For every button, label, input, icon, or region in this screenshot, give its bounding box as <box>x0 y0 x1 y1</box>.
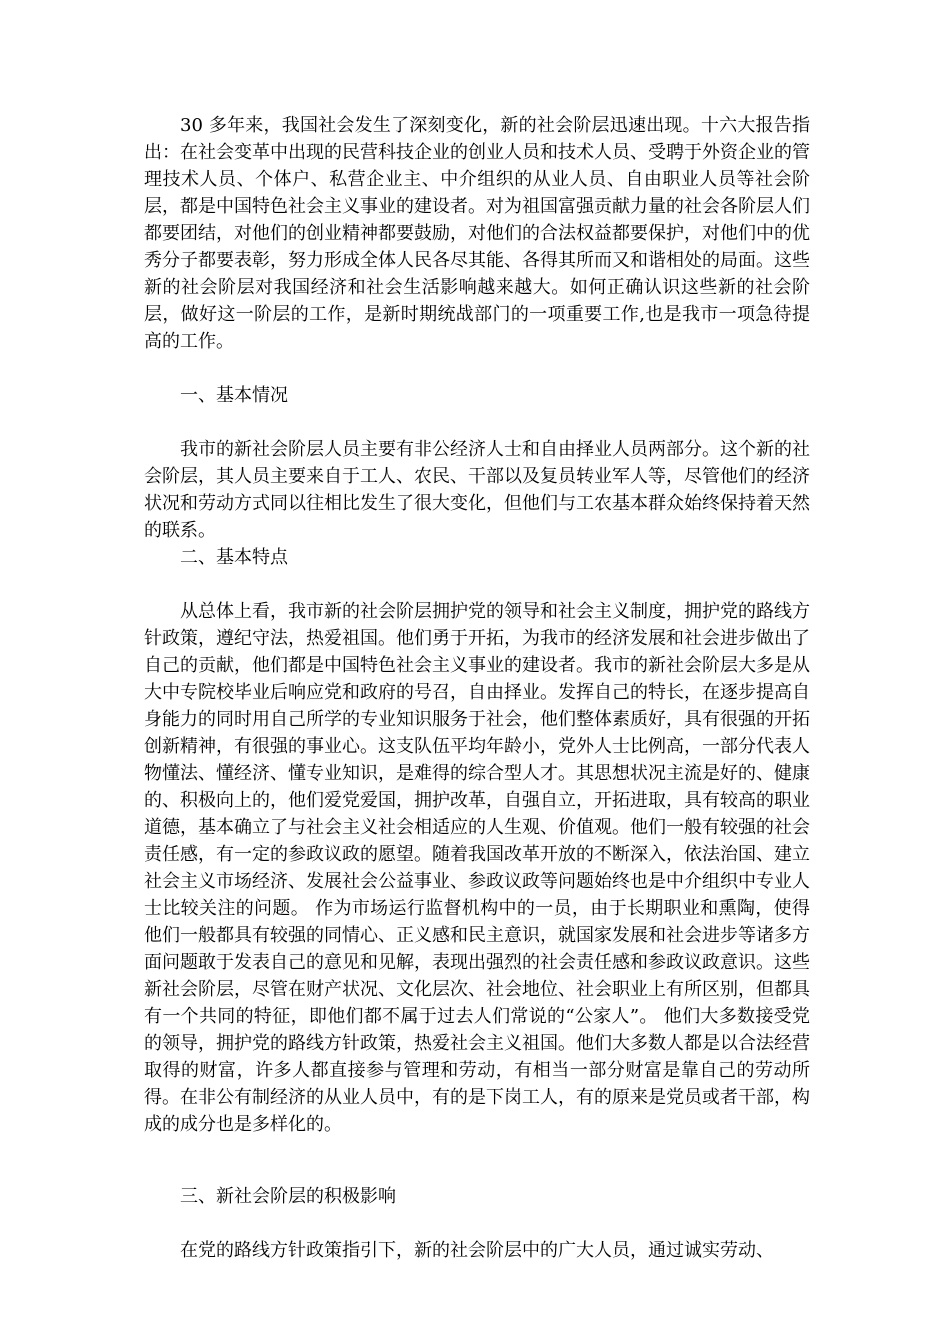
spacer <box>144 355 810 382</box>
spacer <box>144 1138 810 1183</box>
section-body-basic-features: 从总体上看，我市新的社会阶层拥护党的领导和社会主义制度，拥护党的路线方针政策，遵纪守法，热爱祖国。他们勇于开拓，为我市的经济发展和社会进步做出了自己的贡献，他们都是中国特色社会主义事业的建设者。我市的新社会阶层大多是从大中专院校毕业后响应党和政府的号召，自由择业。发挥自己的特长，在逐步提高自身能力的同时用自己所学的专业知识服务于社会，他们整体素质好，具有很强的开拓创新精神，有很强的事业心。这支队伍平均年龄小，党外人士比例高，一部分代表人物懂法、懂经济、懂专业知识，是难得的综合型人才。其思想状况主流是好的、健康的、积极向上的，他们爱党爱国，拥护改革，自强自立，开拓进取，具有较高的职业道德，基本确立了与社会主义社会相适应的人生观、价值观。他们一般有较强的社会责任感，有一定的参政议政的愿望。随着我国改革开放的不断深入，依法治国、建立社会主义市场经济、发展社会公益事业、参政议政等问题始终也是中介组织中专业人士比较关注的问题。 作为市场运行监督机构中的一员，由于长期职业和熏陶，使得他们一般都具有较强的同情心、正义感和民主意识，就国家发展和社会进步等诸多方面问题敢于发表自己的意见和见解，表现出强烈的社会责任感和参政议政意识。这些新社会阶层，尽管在财产状况、文化层次、社会地位、社会职业上有所区别，但都具有一个共同的特征，即他们都不属于过去人们常说的“公家人”。 他们大多数接受党的领导，拥护党的路线方针政策，热爱社会主义祖国。他们大多数人都是以合法经营取得的财富，许多人都直接参与管理和劳动，有相当一部分财富是靠自己的劳动所得。在非公有制经济的从业人员中，有的是下岗工人，有的原来是党员或者干部，构成的成分也是多样化的。 <box>144 601 810 1135</box>
section-heading-basic-features: 二、基本特点 <box>180 547 288 568</box>
intro-paragraph: 30 多年来，我国社会发生了深刻变化，新的社会阶层迅速出现。十六大报告指出：在社会变革中出现的民营科技企业的创业人员和技术人员、受聘于外资企业的管理技术人员、个体户、私营企业主、中介组织的从业人员、自由职业人员等社会阶层，都是中国特色社会主义事业的建设者。对为祖国富强贡献力量的社会各阶层人们都要团结，对他们的创业精神都要鼓励，对他们的合法权益都要保护，对他们中的优秀分子都要表彰，努力形成全体人民各尽其能、各得其所而又和谐相处的局面。这些新的社会阶层对我国经济和社会生活影响越来越大。如何正确认识这些新的社会阶层，做好这一阶层的工作，是新时期统战部门的一项重要工作,也是我市一项急待提高的工作。 <box>144 115 810 352</box>
document-content <box>144 112 810 1264</box>
spacer <box>144 1210 810 1237</box>
spacer <box>144 571 810 598</box>
section-heading-positive-impact: 三、新社会阶层的积极影响 <box>180 1186 396 1207</box>
section-body-positive-impact: 在党的路线方针政策指引下，新的社会阶层中的广大人员，通过诚实劳动、 <box>180 1240 774 1261</box>
spacer <box>144 409 810 436</box>
section-heading-basic-situation: 一、基本情况 <box>180 385 288 406</box>
section-body-basic-situation: 我市的新社会阶层人员主要有非公经济人士和自由择业人员两部分。这个新的社会阶层，其人员主要来自于工人、农民、干部以及复员转业军人等，尽管他们的经济状况和劳动方式同以往相比发生了很大变化，但他们与工农基本群众始终保持着天然的联系。 <box>144 439 810 541</box>
